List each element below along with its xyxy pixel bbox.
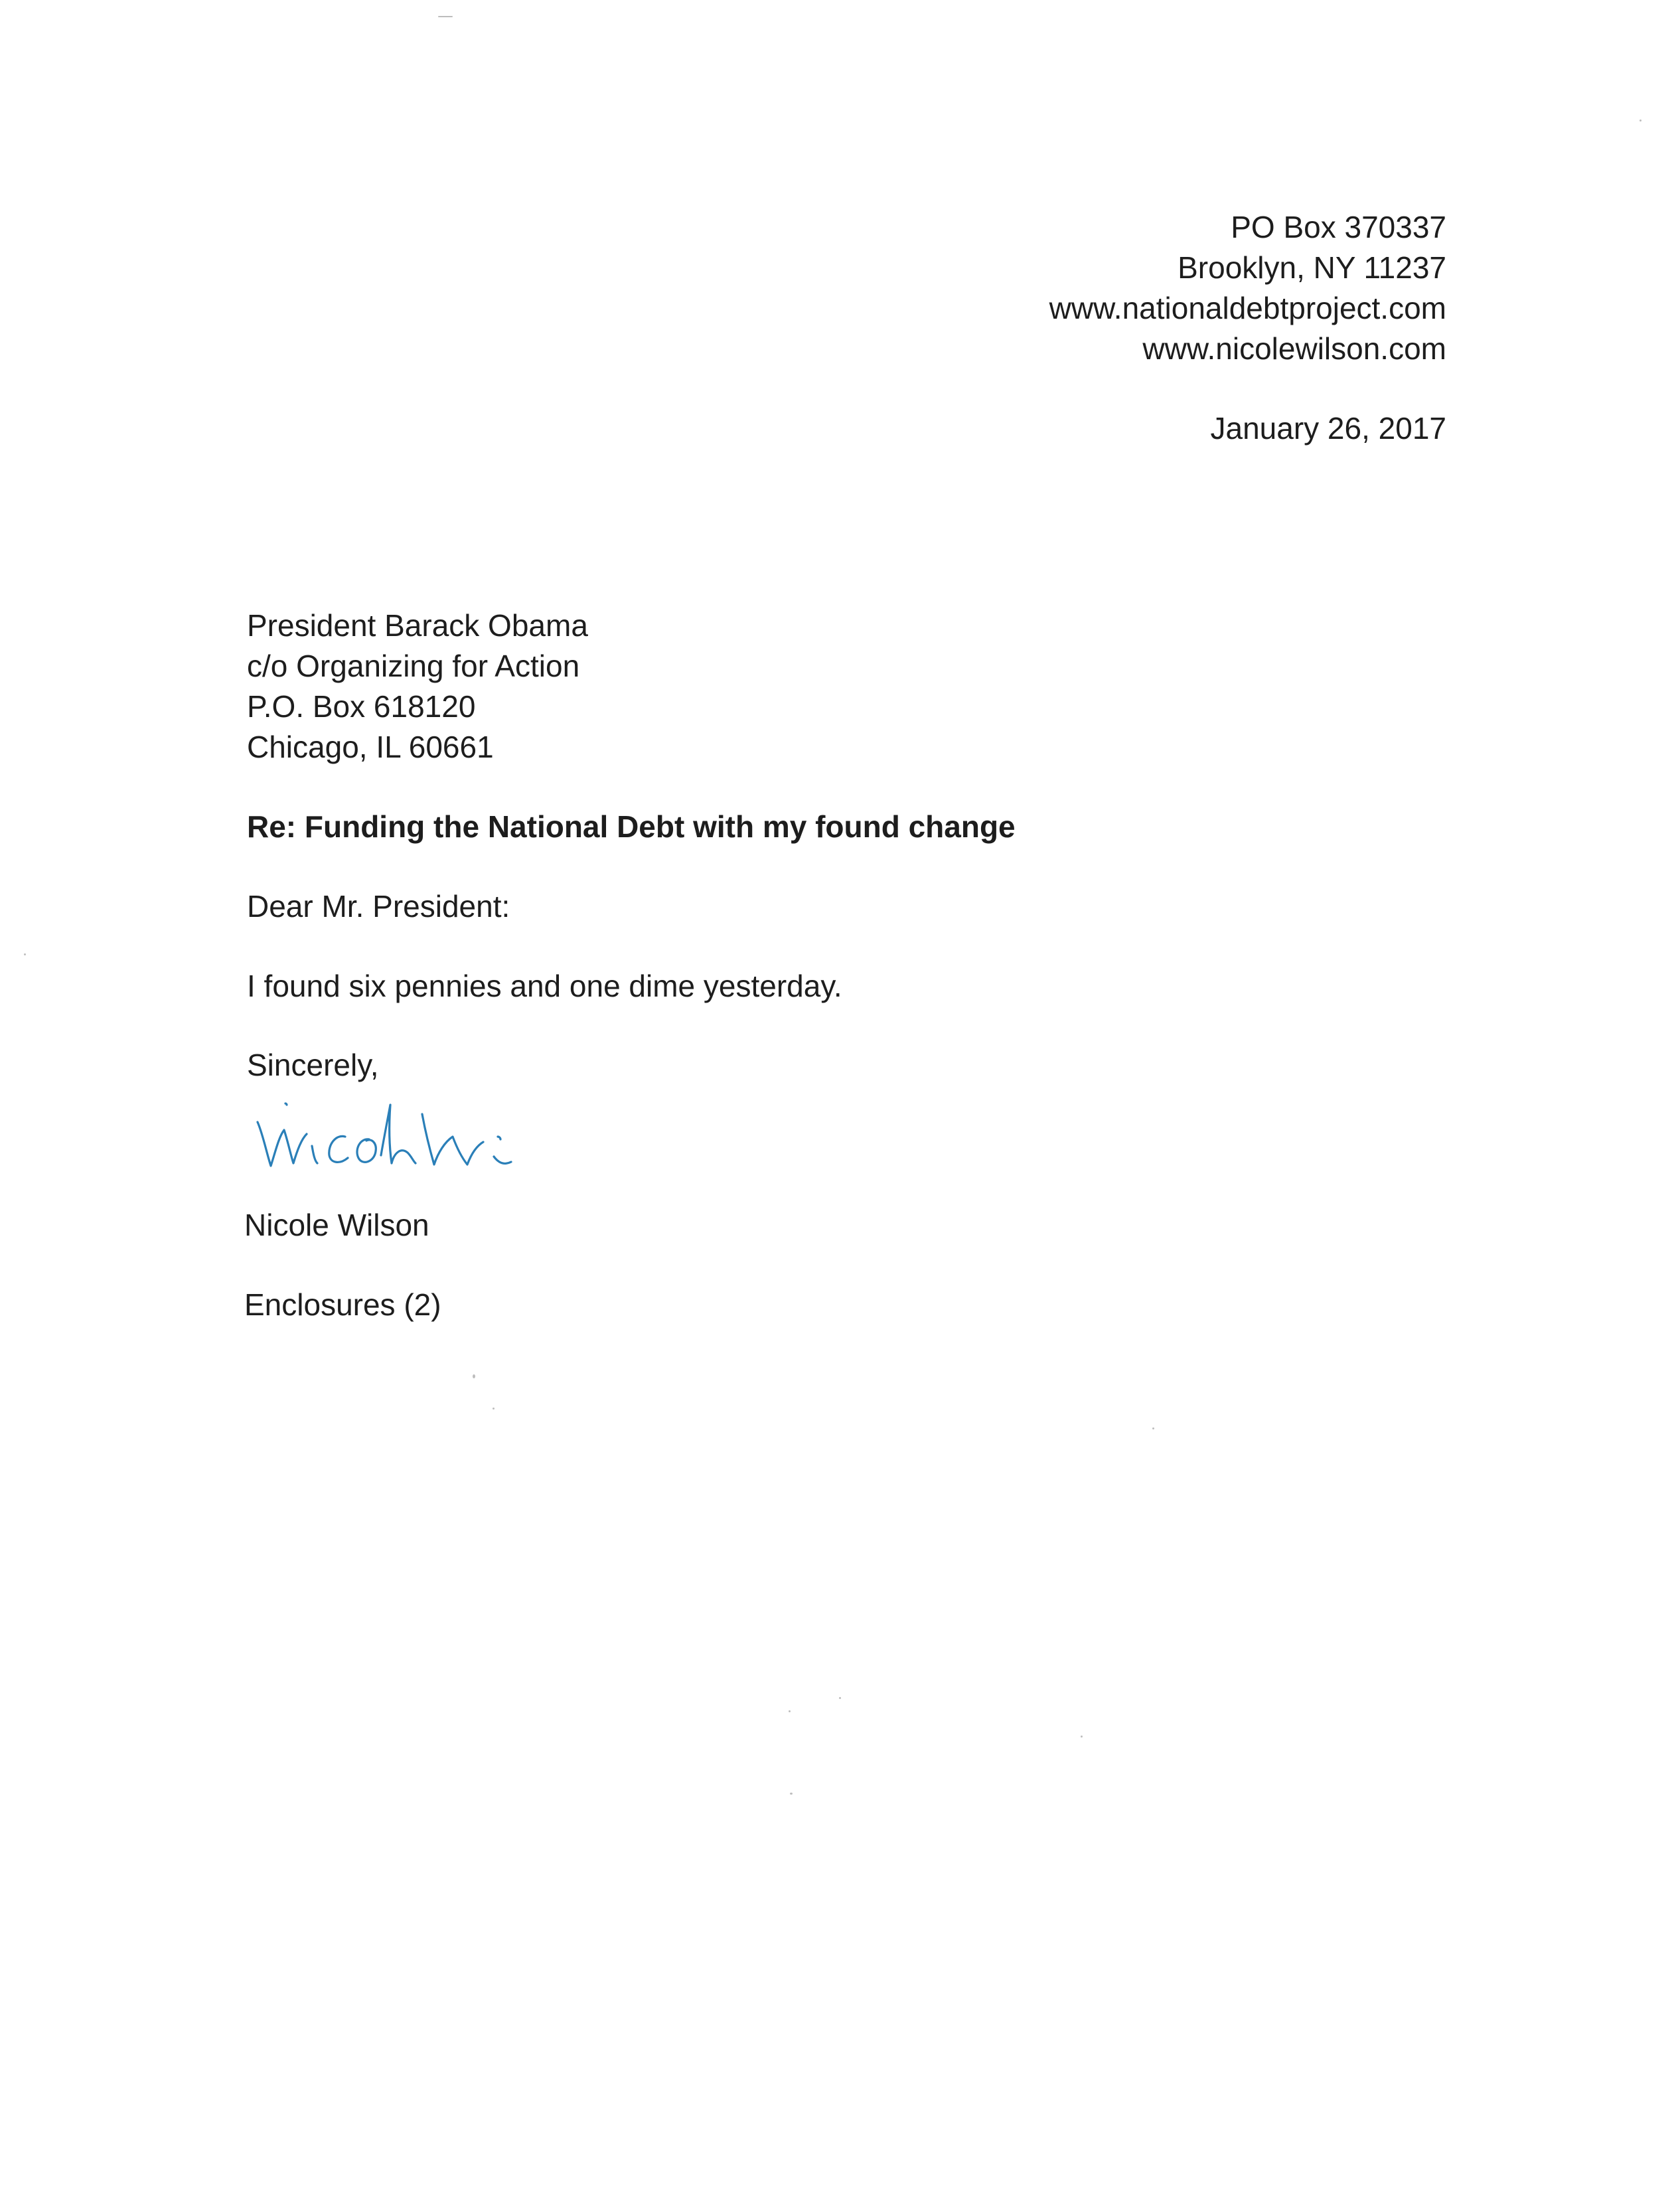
scan-speck <box>493 1408 495 1410</box>
handwritten-signature <box>251 1081 563 1180</box>
scan-speck <box>790 1793 793 1795</box>
recipient-name: President Barack Obama <box>247 608 588 643</box>
recipient-city-state: Chicago, IL 60661 <box>247 730 494 764</box>
sender-website-1: www.nationaldebtproject.com <box>1049 291 1446 325</box>
scan-speck <box>438 16 453 17</box>
scan-speck <box>24 953 26 955</box>
sender-address-block <box>1049 207 1446 369</box>
scan-speck <box>1152 1427 1154 1429</box>
scan-speck <box>839 1697 841 1699</box>
subject-line: Re: Funding the National Debt with my found change <box>247 809 1016 844</box>
sender-website-2: www.nicolewilson.com <box>1142 331 1446 366</box>
scan-speck <box>1640 120 1642 122</box>
scan-speck <box>789 1710 791 1712</box>
sender-po-box: PO Box 370337 <box>1231 210 1446 244</box>
salutation: Dear Mr. President: <box>247 889 510 924</box>
signer-name: Nicole Wilson <box>244 1208 429 1242</box>
recipient-care-of: c/o Organizing for Action <box>247 649 580 683</box>
sender-city-state: Brooklyn, NY 11237 <box>1178 250 1446 285</box>
recipient-po-box: P.O. Box 618120 <box>247 689 476 724</box>
recipient-address-block <box>247 606 588 768</box>
letter-date: January 26, 2017 <box>1210 411 1446 446</box>
scan-speck <box>473 1374 475 1378</box>
closing: Sincerely, <box>247 1048 379 1082</box>
enclosures-note: Enclosures (2) <box>244 1287 441 1322</box>
scan-speck <box>1081 1736 1083 1738</box>
letter-body: I found six pennies and one dime yesterday. <box>247 969 842 1003</box>
